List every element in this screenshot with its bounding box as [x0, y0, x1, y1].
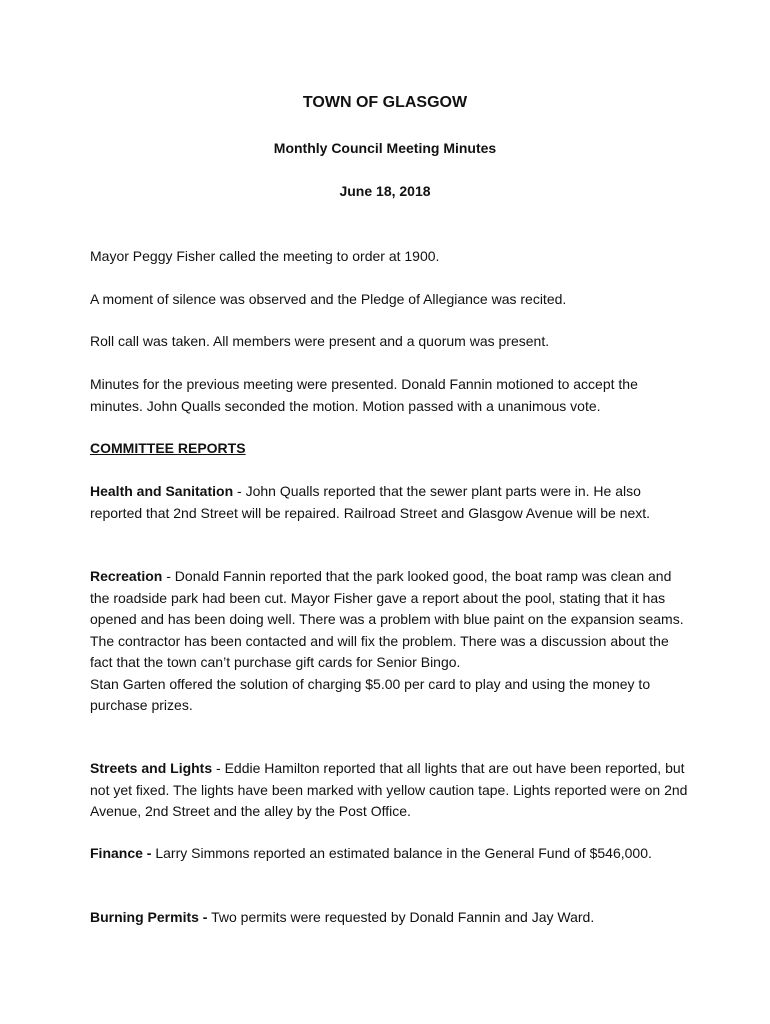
burning-permits-report [90, 907, 690, 929]
call-to-order-paragraph: Mayor Peggy Fisher called the meeting to order at 1900. [90, 248, 440, 264]
recreation-text: - Donald Fannin reported that the park looked good, the boat ramp was clean and the roadside park had been cut. Mayor Fisher gave a report about the pool, stating that it has opened and has been doing well. There was a problem with blue paint on the expansion seams. The contractor has been contacted and will fix the problem. There was a discussion about the fact that the town can’t purchase gift cards for Senior Bingo. [90, 568, 684, 670]
burning-permits-text: Two permits were requested by Donald Fannin and Jay Ward. [207, 909, 595, 925]
recreation-text-continued: Stan Garten offered the solution of charging $5.00 per card to play and using the money to purchase prizes. [90, 675, 651, 713]
roll-call-paragraph: Roll call was taken. All members were present and a quorum was present. [90, 333, 550, 349]
streets-lights-label: Streets and Lights [90, 760, 213, 776]
recreation-label: Recreation [90, 568, 163, 584]
finance-report [90, 843, 690, 865]
document-title: TOWN OF GLASGOW [302, 94, 468, 111]
recreation-report [90, 566, 690, 717]
minutes-paragraph: Minutes for the previous meeting were presented. Donald Fannin motioned to accept the minutes. John Qualls seconded the motion. Motion passed with a unanimous vote. [90, 376, 638, 414]
health-sanitation-report [90, 481, 690, 524]
burning-permits-label: Burning Permits - [90, 909, 208, 925]
meeting-date: June 18, 2018 [339, 183, 431, 199]
health-sanitation-text: - John Qualls reported that the sewer plant parts were in. He also reported that 2nd Street will be repaired. Railroad Street and Glasgow Avenue will be next. [90, 483, 651, 521]
streets-lights-text: - Eddie Hamilton reported that all lights that are out have been reported, but not yet fixed. The lights have been marked with yellow caution tape. Lights reported were on 2nd Avenue, 2nd Street and the alley by the Post Office. [90, 760, 688, 819]
streets-lights-report [90, 758, 690, 823]
health-sanitation-label: Health and Sanitation [90, 483, 234, 499]
silence-paragraph: A moment of silence was observed and the Pledge of Allegiance was recited. [90, 291, 567, 307]
finance-text: Larry Simmons reported an estimated balance in the General Fund of $546,000. [151, 845, 652, 861]
finance-label: Finance - [90, 845, 152, 861]
committee-reports-heading: COMMITTEE REPORTS [90, 440, 246, 456]
document-subtitle: Monthly Council Meeting Minutes [273, 140, 497, 156]
